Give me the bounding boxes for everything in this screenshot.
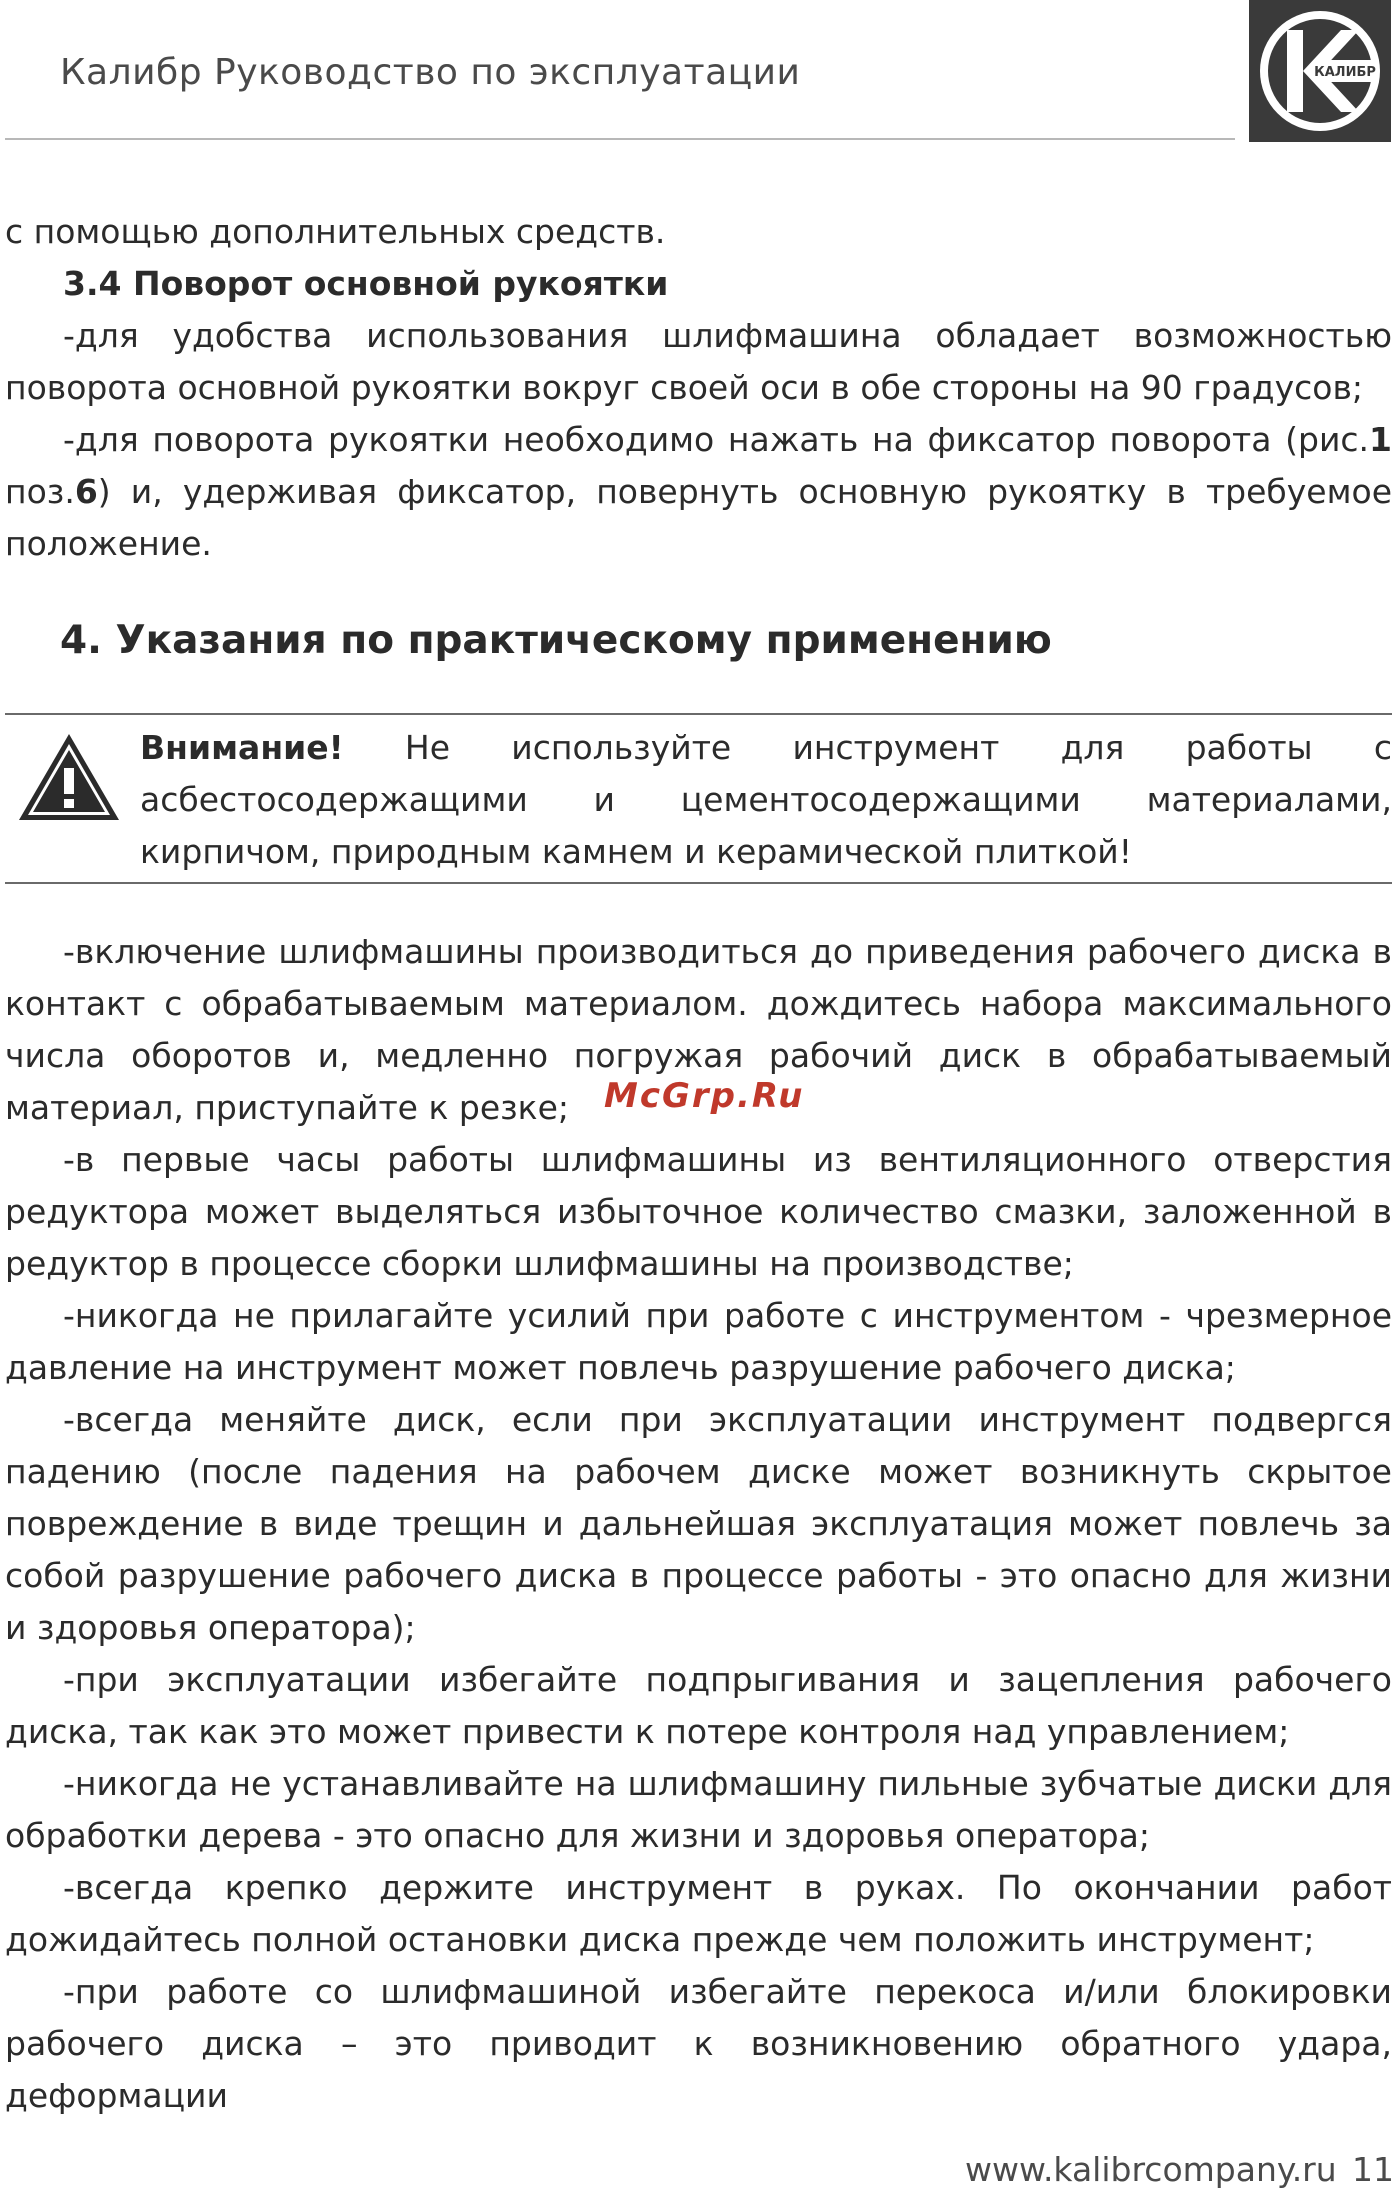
warning-block xyxy=(140,722,1392,878)
list-item: -никогда не прилагайте усилий при работе с инструментом - чрезмерное давление на инструмент может повлечь разрушение рабочего диска; xyxy=(5,1296,1392,1387)
section-heading: 4. Указания по практическому применению xyxy=(60,618,1052,663)
warning-message xyxy=(140,722,1392,878)
warning-divider-top xyxy=(5,713,1392,715)
subsection-heading: 3.4 Поворот основной рукоятки xyxy=(63,264,669,303)
page-number: 11 xyxy=(1352,2150,1394,2189)
footer-url: www.kalibrcompany.ru xyxy=(965,2150,1337,2189)
section-3-4 xyxy=(5,206,1392,570)
position-number: 6 xyxy=(74,472,98,511)
paragraph xyxy=(5,414,1392,570)
header-divider xyxy=(5,138,1235,140)
paragraph-text: поз. xyxy=(5,472,75,511)
page-header-title: Калибр Руководство по эксплуатации xyxy=(60,52,801,93)
logo-text: КАЛИБР xyxy=(1314,65,1376,80)
paragraph: -для удобства использования шлифмашина обладает возможностью поворота основной рукоятки вокруг своей оси в обе стороны на 90 градусов; xyxy=(5,316,1392,407)
list-item: -всегда крепко держите инструмент в руках. По окончании работ дожидайтесь полной остановки диска прежде чем положить инструмент; xyxy=(5,1868,1392,1959)
warning-divider-bottom xyxy=(5,882,1392,884)
paragraph-text: -для поворота рукоятки необходимо нажать на фиксатор поворота (рис. xyxy=(63,420,1370,459)
list-item: -всегда меняйте диск, если при эксплуатации инструмент подвергся падению (после падения на рабочем диске может возникнуть скрытое повреждение в виде трещин и дальнейшая эксплуатация может повлечь за собой разрушение рабочего диска в процессе работы - это опасно для жизни и здоровья оператора); xyxy=(5,1400,1392,1647)
warning-label: Внимание! xyxy=(140,728,344,767)
lead-in-text: с помощью дополнительных средств. xyxy=(5,212,666,251)
kalibr-logo xyxy=(1249,0,1391,142)
list-item: -включение шлифмашины производиться до приведения рабочего диска в контакт с обрабатываемым материалом. дождитесь набора максимального числа оборотов и, медленно погружая рабочий диск в обрабатываемый материал, приступайте к резке; xyxy=(5,932,1392,1127)
list-item: -при работе со шлифмашиной избегайте перекоса и/или блокировки рабочего диска – это приводит к возникновению обратного удара, деформации xyxy=(5,1972,1392,2115)
warning-text: Не используйте инструмент для работы с асбестосодержащими и цементосодержащими материалами, кирпичом, природным камнем и керамической плиткой! xyxy=(140,728,1392,871)
figure-number: 1 xyxy=(1369,420,1392,459)
list-item: -никогда не устанавливайте на шлифмашину пильные зубчатые диски для обработки дерева - это опасно для жизни и здоровья оператора; xyxy=(5,1764,1392,1855)
list-item: -в первые часы работы шлифмашины из вентиляционного отверстия редуктора может выделяться избыточное количество смазки, заложенной в редуктор в процессе сборки шлифмашины на производстве; xyxy=(5,1140,1392,1283)
warning-icon xyxy=(15,730,123,826)
paragraph-text: ) и, удерживая фиксатор, повернуть основную рукоятку в требуемое положение. xyxy=(5,472,1392,563)
list-item: -при эксплуатации избегайте подпрыгивания и зацепления рабочего диска, так как это может привести к потере контроля над управлением; xyxy=(5,1660,1392,1751)
watermark: McGrp.Ru xyxy=(604,1076,805,1116)
